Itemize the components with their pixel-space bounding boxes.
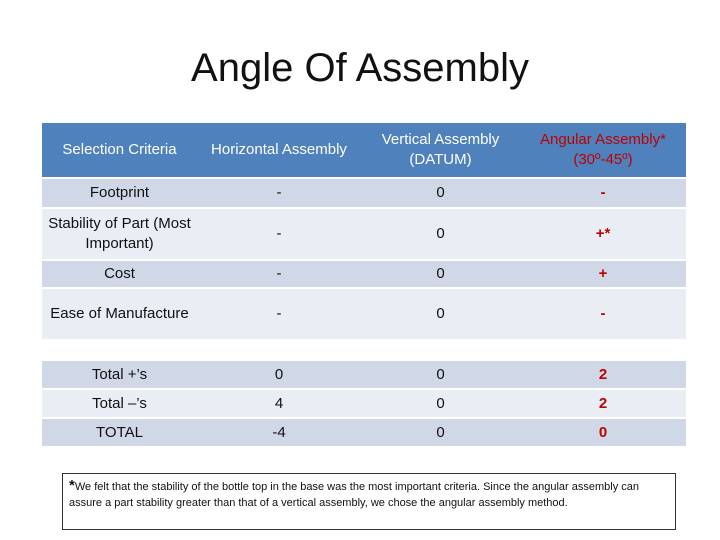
table-row: [42, 289, 686, 341]
horizontal-cell: 4: [197, 390, 361, 419]
table-row: [42, 179, 686, 209]
angular-cell: -: [520, 289, 686, 341]
angular-cell: +*: [520, 209, 686, 261]
table-spacer: [42, 341, 686, 361]
table-header-row: [42, 123, 686, 179]
totals-label: TOTAL: [42, 419, 197, 448]
angular-cell: 2: [520, 361, 686, 390]
header-selection-criteria: Selection Criteria: [42, 123, 197, 179]
horizontal-cell: -: [197, 179, 361, 209]
angular-cell: 0: [520, 419, 686, 448]
angular-cell: 2: [520, 390, 686, 419]
horizontal-cell: -: [197, 209, 361, 261]
criteria-cell: Cost: [42, 261, 197, 289]
angular-cell: -: [520, 179, 686, 209]
horizontal-cell: 0: [197, 361, 361, 390]
totals-label: Total –’s: [42, 390, 197, 419]
table-row: [42, 261, 686, 289]
totals-row: [42, 419, 686, 448]
totals-row: [42, 390, 686, 419]
vertical-cell: 0: [361, 289, 520, 341]
table-row: [42, 209, 686, 261]
angular-cell: +: [520, 261, 686, 289]
vertical-cell: 0: [361, 209, 520, 261]
footnote-text: We felt that the stability of the bottle top in the base was the most important criteria. Since the angular assembly can assure a part stability greater than that of a vertical assembly, we chose the angular assembly method.: [69, 481, 639, 509]
horizontal-cell: -: [197, 289, 361, 341]
comparison-table: [42, 123, 686, 448]
header-angular-assembly: Angular Assembly* (30º-45º): [520, 123, 686, 179]
vertical-cell: 0: [361, 179, 520, 209]
slide-title: Angle Of Assembly: [191, 46, 529, 90]
comparison-table-container: [42, 123, 686, 448]
footnote-box: [62, 473, 676, 530]
vertical-cell: 0: [361, 419, 520, 448]
criteria-cell: Stability of Part (Most Important): [42, 209, 197, 261]
header-horizontal-assembly: Horizontal Assembly: [197, 123, 361, 179]
footnote-marker: *: [69, 477, 75, 494]
header-vertical-assembly: Vertical Assembly (DATUM): [361, 123, 520, 179]
totals-label: Total +’s: [42, 361, 197, 390]
vertical-cell: 0: [361, 390, 520, 419]
vertical-cell: 0: [361, 361, 520, 390]
criteria-cell: Footprint: [42, 179, 197, 209]
horizontal-cell: -4: [197, 419, 361, 448]
criteria-cell: Ease of Manufacture: [42, 289, 197, 341]
totals-row: [42, 361, 686, 390]
vertical-cell: 0: [361, 261, 520, 289]
horizontal-cell: -: [197, 261, 361, 289]
